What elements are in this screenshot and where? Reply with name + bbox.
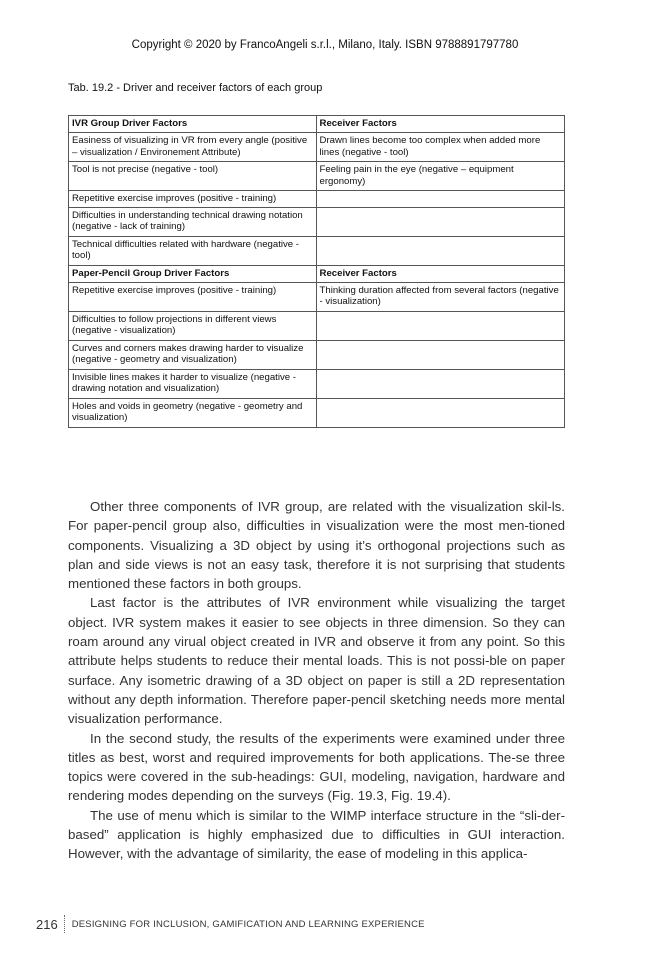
table-cell: Repetitive exercise improves (positive - training) [69, 191, 317, 208]
table-cell [316, 236, 564, 265]
table-row [69, 340, 565, 369]
paragraph: Other three components of IVR group, are related with the visualization skil-ls. For paper-pencil group also, difficulties in visualization were the most men-tioned components. Visualizing a 3D object by using it’s orthogonal projections such as plan and side views is not an easy task, therefore it is not surprising that students mentioned these factors in both groups. [68, 499, 565, 592]
table-row [69, 133, 565, 162]
copyright-notice: Copyright © 2020 by FrancoAngeli s.r.l., Milano, Italy. ISBN 9788891797780 [131, 39, 519, 51]
table-cell [316, 369, 564, 398]
table-cell [316, 191, 564, 208]
running-title: DESIGNING FOR INCLUSION, GAMIFICATION AND LEARNING EXPERIENCE [71, 918, 425, 930]
table-cell: Feeling pain in the eye (negative – equipment ergonomy) [316, 162, 564, 191]
table-row [69, 207, 565, 236]
paragraph: In the second study, the results of the experiments were examined under three titles as best, worst and required improvements for both applications. The-se three topics were covered in the sub-headings: GUI, modeling, navigation, hardware and rendering modes depending on the surveys (Fig. 19.3, Fig. 19.4). [68, 730, 565, 804]
factors-table [68, 115, 565, 428]
table-cell: Thinking duration affected from several factors (negative - visualization) [316, 282, 564, 311]
table-cell: Paper-Pencil Group Driver Factors [69, 265, 317, 282]
table-cell: Tool is not precise (negative - tool) [69, 162, 317, 191]
table-cell: Drawn lines become too complex when added more lines (negative - tool) [316, 133, 564, 162]
table-cell: Difficulties to follow projections in different views (negative - visualization) [69, 311, 317, 340]
table-row [69, 282, 565, 311]
paragraph: Last factor is the attributes of IVR environment while visualizing the target object. IVR system makes it easier to see objects in three dimension. So they can roam around any virual object created in IVR and observe it from any point. So this attribute helps students to reduce their mental loads. This is not possi-ble on paper surface. Any isometric drawing of a 3D object on paper is still a 2D representation without any depth information. Therefore paper-pencil sketching needs more mental visualization performance. [68, 595, 565, 727]
table-row [69, 162, 565, 191]
table-cell: Receiver Factors [316, 265, 564, 282]
table-cell: Receiver Factors [316, 116, 564, 133]
table-row [69, 311, 565, 340]
table-cell: IVR Group Driver Factors [69, 116, 317, 133]
table-header-row [69, 265, 565, 282]
table-cell: Curves and corners makes drawing harder to visualize (negative - geometry and visualization) [69, 340, 317, 369]
table-cell: Invisible lines makes it harder to visualize (negative - drawing notation and visualization) [69, 369, 317, 398]
table-cell: Holes and voids in geometry (negative - geometry and visualization) [69, 398, 317, 427]
table-row [69, 398, 565, 427]
body-text [68, 497, 565, 864]
table-cell: Easiness of visualizing in VR from every angle (positive – visualization / Environement Attribute) [69, 133, 317, 162]
table-cell [316, 398, 564, 427]
paragraph: The use of menu which is similar to the WIMP interface structure in the “sli-der-based” application is highly emphasized due to difficulties in GUI interaction. However, with the advantage of similarity, the ease of modeling in this applica- [68, 807, 565, 862]
table-cell: Technical difficulties related with hardware (negative - tool) [69, 236, 317, 265]
table-caption: Tab. 19.2 - Driver and receiver factors of each group [68, 82, 323, 94]
table-cell: Difficulties in understanding technical drawing notation (negative - lack of training) [69, 207, 317, 236]
table-cell [316, 311, 564, 340]
table-cell [316, 340, 564, 369]
table-cell [316, 207, 564, 236]
table-row [69, 236, 565, 265]
page-number: 216 [36, 916, 58, 932]
table-header-row [69, 116, 565, 133]
table-row [69, 369, 565, 398]
table-cell: Repetitive exercise improves (positive - training) [69, 282, 317, 311]
table-row [69, 191, 565, 208]
footer-divider [64, 915, 65, 933]
page-footer [36, 915, 425, 933]
